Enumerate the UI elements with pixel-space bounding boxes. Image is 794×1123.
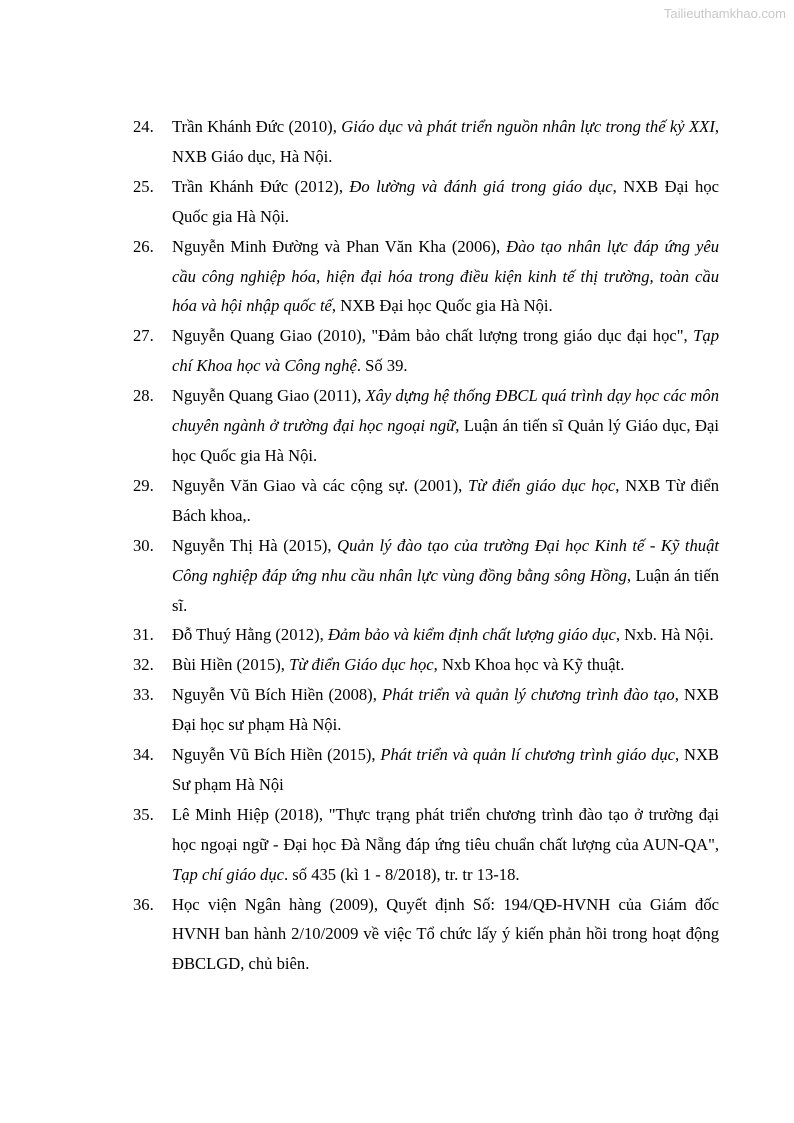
reference-text [172, 321, 719, 381]
reference-segment: , NXB Đại học sư phạm Hà Nội. [172, 685, 719, 735]
reference-title: Tạp chí Khoa học và Công nghệ [172, 326, 719, 376]
reference-segment: , NXB Giáo dục, Hà Nội. [172, 117, 719, 166]
reference-text [172, 890, 719, 980]
reference-entry [133, 890, 719, 980]
reference-segment: Nguyễn Minh Đường và Phan Văn Kha (2006), [172, 236, 507, 256]
reference-number: 26. [133, 236, 154, 256]
reference-segment: , NXB Đại học Quốc gia Hà Nội. [172, 176, 719, 226]
reference-segment: , NXB Từ điển Bách khoa,. [172, 475, 719, 525]
reference-title: Phát triển và quản lý chương trình đào tạo [381, 685, 675, 705]
watermark: Tailieuthamkhao.com [663, 6, 786, 21]
reference-entry [133, 321, 719, 381]
reference-segment: Lê Minh Hiệp (2018), "Thực trạng phát triển chương trình đào tạo ở trường đại học ngoại ngữ - Đại học Đà Nẵng đáp ứng tiêu chuẩn chất lượng của AUN-QA", [172, 804, 719, 854]
reference-title: Đào tạo nhân lực đáp ứng yêu cầu công nghiệp hóa, hiện đại hóa trong điều kiện kinh tế thị trường, toàn cầu hóa và hội nhập quốc tế [172, 236, 719, 316]
reference-segment: Bùi Hiền (2015), [172, 655, 290, 675]
reference-segment: , NXB Đại học Quốc gia Hà Nội. [331, 296, 553, 316]
reference-entry [133, 680, 719, 740]
reference-list [133, 112, 719, 979]
reference-entry [133, 650, 719, 680]
reference-title: Xây dựng hệ thống ĐBCL quá trình dạy học các môn chuyên ngành ở trường đại học ngoại ngữ [172, 386, 719, 436]
reference-number: 24. [133, 117, 154, 136]
reference-entry [133, 740, 719, 800]
reference-text [172, 620, 719, 650]
reference-number: 31. [133, 625, 154, 645]
reference-number: 32. [133, 655, 154, 675]
reference-title: Đo lường và đánh giá trong giáo dục [349, 176, 613, 196]
reference-number: 27. [133, 326, 154, 346]
reference-title: Giáo dục và phát triển nguồn nhân lực trong thế kỷ XXI [341, 117, 715, 136]
reference-text [172, 650, 719, 680]
reference-title: Tạp chí giáo dục [172, 864, 284, 884]
reference-segment: , Luận án tiến sĩ. [172, 565, 720, 615]
reference-text [172, 232, 719, 322]
reference-entry [133, 620, 719, 650]
reference-entry [133, 531, 719, 621]
reference-segment: Nguyễn Văn Giao và các cộng sự. (2001), [172, 475, 469, 495]
reference-text [172, 471, 719, 531]
reference-segment: Trần Khánh Đức (2012), [172, 176, 350, 196]
reference-segment: Nguyễn Thị Hà (2015), [172, 535, 338, 555]
reference-entry [133, 471, 719, 531]
reference-segment: Nguyễn Quang Giao (2010), "Đảm bảo chất lượng trong giáo dục đại học", [172, 326, 694, 346]
reference-segment: . Số 39. [356, 356, 408, 376]
reference-segment: Đỗ Thuý Hằng (2012), [172, 625, 328, 645]
reference-title: Quản lý đào tạo của trường Đại học Kinh tế - Kỹ thuật Công nghiệp đáp ứng nhu cầu nhân lực vùng đồng bằng sông Hồng [172, 535, 719, 585]
reference-entry [133, 381, 719, 471]
reference-title: Đảm bảo và kiểm định chất lượng giáo dục [327, 625, 616, 645]
reference-text [172, 800, 719, 890]
reference-segment: Học viện Ngân hàng (2009), Quyết định Số: 194/QĐ-HVNH của Giám đốc HVNH ban hành 2/10/2009 về việc Tổ chức lấy ý kiến phản hồi trong hoạt động ĐBCLGD, chủ biên. [172, 894, 719, 974]
reference-number: 34. [133, 745, 154, 765]
reference-segment: . số 435 (kì 1 - 8/2018), tr. tr 13-18. [284, 864, 520, 884]
reference-segment: , NXB Sư phạm Hà Nội [172, 745, 719, 794]
reference-number: 30. [133, 535, 154, 555]
reference-segment: , Luận án tiến sĩ Quản lý Giáo dục, Đại học Quốc gia Hà Nội. [172, 416, 719, 465]
reference-segment: Trần Khánh Đức (2010), [172, 117, 342, 136]
reference-segment: , Nxb Khoa học và Kỹ thuật. [433, 655, 625, 675]
reference-title: Từ điển Giáo dục học [289, 655, 434, 675]
reference-text [172, 680, 719, 740]
reference-title: Từ điển giáo dục học [468, 475, 616, 495]
reference-number: 28. [133, 386, 154, 406]
reference-title: Phát triển và quản lí chương trình giáo dục [380, 745, 676, 765]
reference-entry [133, 172, 719, 232]
reference-text [172, 531, 719, 621]
reference-number: 36. [133, 894, 154, 914]
reference-segment: Nguyễn Quang Giao (2011), [172, 386, 366, 406]
reference-entry [133, 112, 719, 172]
reference-text [172, 740, 719, 800]
reference-number: 29. [133, 475, 154, 495]
reference-segment: , Nxb. Hà Nội. [615, 625, 714, 645]
reference-text [172, 172, 719, 232]
reference-text [172, 112, 719, 172]
reference-text [172, 381, 719, 471]
reference-segment: Nguyễn Vũ Bích Hiền (2015), [172, 745, 381, 765]
reference-entry [133, 800, 719, 890]
reference-number: 33. [133, 685, 154, 705]
reference-number: 25. [133, 176, 154, 196]
reference-entry [133, 232, 719, 322]
reference-number: 35. [133, 804, 154, 824]
reference-segment: Nguyễn Vũ Bích Hiền (2008), [172, 685, 382, 705]
